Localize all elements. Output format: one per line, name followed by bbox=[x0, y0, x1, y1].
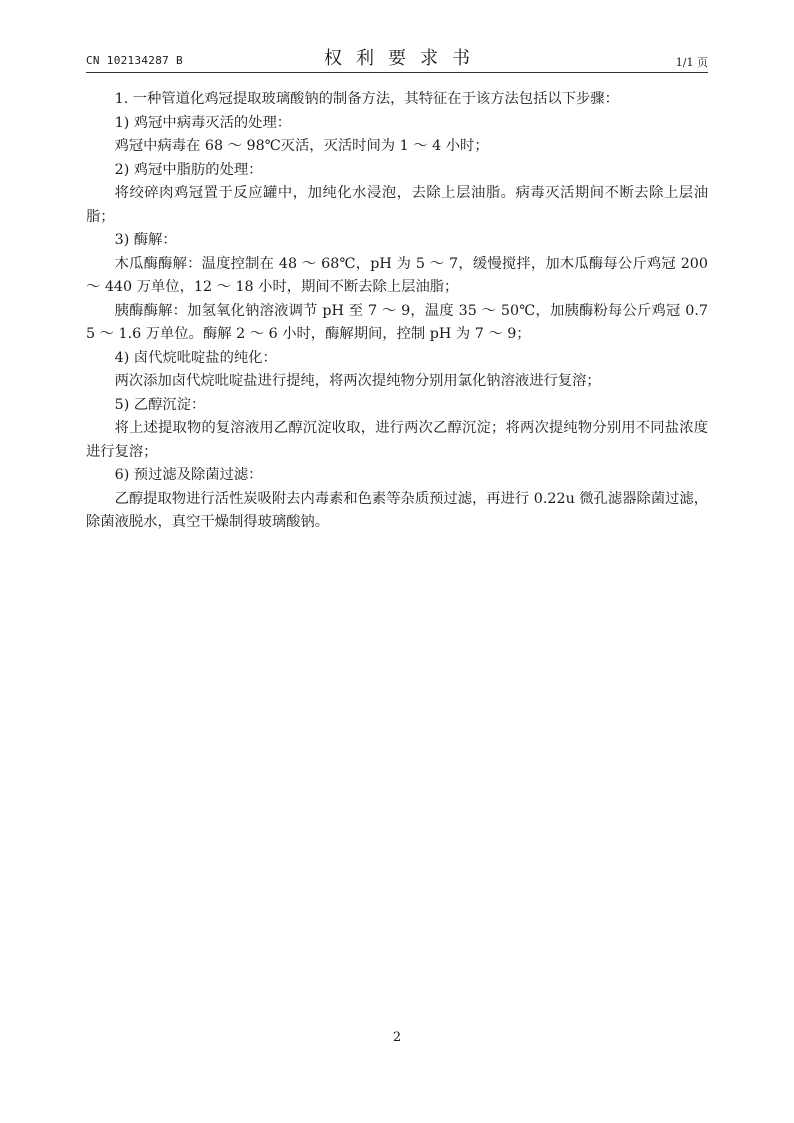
claim-paragraph: 将上述提取物的复溶液用乙醇沉淀收取，进行两次乙醇沉淀；将两次提纯物分别用不同盐浓度进行复溶； bbox=[86, 420, 708, 460]
claim-paragraph: 胰酶酶解：加氢氧化钠溶液调节 pH 至 7 ～ 9，温度 35 ～ 50℃，加胰酶粉每公斤鸡冠 0.75 ～ 1.6 万单位。酶解 2 ～ 6 小时，酶解期间，控制 pH 为 7 ～ 9； bbox=[86, 302, 708, 342]
claim-paragraph: 将绞碎肉鸡冠置于反应罐中，加纯化水浸泡，去除上层油脂。病毒灭活期间不断去除上层油脂； bbox=[86, 185, 708, 225]
page-info: 1/1 页 bbox=[675, 56, 708, 69]
claim-paragraph: 两次添加卤代烷吡啶盐进行提纯，将两次提纯物分别用氯化钠溶液进行复溶； bbox=[114, 373, 601, 389]
page-header bbox=[86, 44, 708, 70]
page-number: 2 bbox=[392, 1030, 402, 1045]
step-heading: 3) 酶解： bbox=[114, 232, 177, 248]
claim-paragraph: 乙醇提取物进行活性炭吸附去内毒素和色素等杂质预过滤，再进行 0.22u 微孔滤器除菌过滤，除菌液脱水，真空干燥制得玻璃酸钠。 bbox=[86, 490, 709, 530]
document-title: 权利要求书 bbox=[324, 48, 484, 69]
claim-paragraph: 鸡冠中病毒在 68 ～ 98℃灭活，灭活时间为 1 ～ 4 小时； bbox=[114, 138, 489, 154]
step-heading: 2) 鸡冠中脂肪的处理： bbox=[114, 161, 263, 178]
step-heading: 6) 预过滤及除菌过滤： bbox=[114, 467, 263, 483]
step-heading: 5) 乙醇沉淀： bbox=[114, 396, 206, 413]
step-heading: 4) 卤代烷吡啶盐的纯化： bbox=[114, 349, 277, 366]
claim-paragraph: 1. 一种管道化鸡冠提取玻璃酸钠的制备方法，其特征在于该方法包括以下步骤： bbox=[114, 91, 619, 107]
patent-number: CN 102134287 B bbox=[86, 54, 183, 67]
claims-body bbox=[86, 88, 708, 535]
claim-paragraph: 木瓜酶酶解：温度控制在 48 ～ 68℃，pH 为 5 ～ 7，缓慢搅拌，加木瓜酶每公斤鸡冠 200 ～ 440 万单位，12 ～ 18 小时，期间不断去除上层油脂； bbox=[86, 255, 708, 295]
step-heading: 1) 鸡冠中病毒灭活的处理： bbox=[114, 114, 292, 131]
header-divider bbox=[86, 72, 708, 73]
